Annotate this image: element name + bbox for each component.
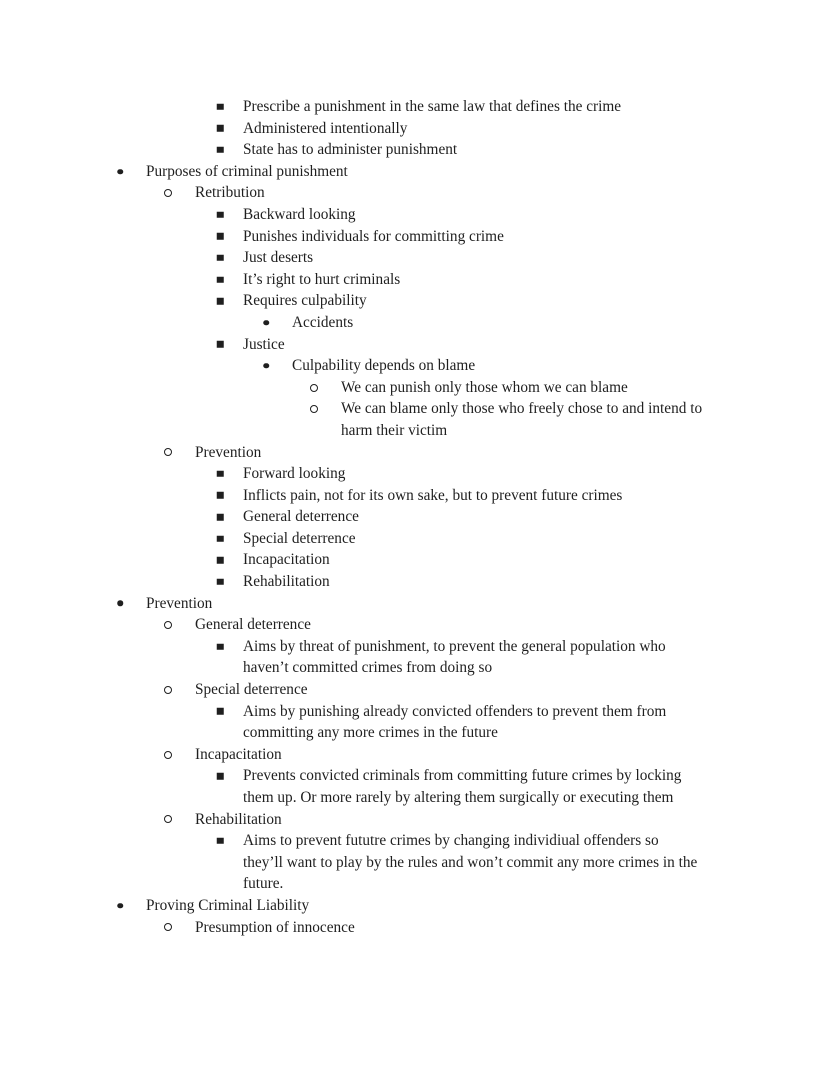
outline-item-text: Incapacitation [195, 745, 282, 763]
square-bullet-icon [213, 269, 227, 291]
disc-bullet-icon [259, 312, 273, 334]
outline-item-text: Retribution [195, 184, 265, 202]
outline-item-text: General deterrence [243, 508, 359, 526]
square-bullet-icon [213, 506, 227, 528]
outline-item [0, 247, 828, 269]
outline-item [0, 506, 828, 528]
circle-bullet-icon [307, 377, 321, 399]
outline-item-text: Incapacitation [243, 551, 330, 569]
outline-item-text: General deterrence [195, 616, 311, 634]
square-bullet-icon [213, 528, 227, 550]
outline-item-text: Special deterrence [195, 681, 308, 699]
square-bullet-icon [213, 96, 227, 118]
outline-item [0, 701, 828, 744]
outline-item [0, 398, 828, 441]
outline-item [0, 549, 828, 571]
square-bullet-icon [213, 204, 227, 226]
outline-item [0, 161, 828, 183]
disc-bullet-icon [113, 593, 127, 615]
square-bullet-icon [213, 701, 227, 723]
outline-item-text: Purposes of criminal punishment [146, 162, 348, 180]
circle-bullet-icon [161, 679, 175, 701]
outline-item [0, 636, 828, 679]
outline-item [0, 269, 828, 291]
outline-item [0, 204, 828, 226]
outline-item-text: Proving Criminal Liability [146, 896, 310, 914]
square-bullet-icon [213, 118, 227, 140]
square-bullet-icon [213, 830, 227, 852]
outline-item [0, 809, 828, 831]
outline-item-text: Aims by punishing already convicted offenders to prevent them from [243, 702, 667, 720]
outline-item-text: Inflicts pain, not for its own sake, but to prevent future crimes [243, 486, 623, 504]
outline-item-text: Forward looking [243, 465, 346, 483]
outline-item [0, 312, 828, 334]
outline-item [0, 571, 828, 593]
square-bullet-icon [213, 765, 227, 787]
outline-item [0, 614, 828, 636]
outline-item [0, 442, 828, 464]
outline-item-text: We can blame only those who freely chose to and intend to [341, 400, 703, 418]
outline-item-text: Aims by threat of punishment, to prevent the general population who [243, 637, 666, 655]
outline-item [0, 355, 828, 377]
outline-item [0, 226, 828, 248]
outline-item [0, 377, 828, 399]
outline-item-text: Accidents [292, 313, 354, 331]
outline-item [0, 96, 828, 118]
square-bullet-icon [213, 290, 227, 312]
outline-item-text: State has to administer punishment [243, 141, 458, 159]
circle-bullet-icon [161, 614, 175, 636]
outline-item-text: Prevention [195, 443, 262, 461]
square-bullet-icon [213, 226, 227, 248]
circle-bullet-icon [161, 182, 175, 204]
outline-item [0, 528, 828, 550]
outline-item-text: Aims to prevent fututre crimes by changing individiual offenders so [243, 832, 659, 850]
outline-item-text: haven’t committed crimes from doing so [243, 659, 493, 677]
square-bullet-icon [213, 571, 227, 593]
circle-bullet-icon [161, 809, 175, 831]
square-bullet-icon [213, 636, 227, 658]
outline-item [0, 895, 828, 917]
outline-item-text: harm their victim [341, 421, 448, 439]
document-page [0, 96, 828, 938]
outline-item [0, 290, 828, 312]
outline-item-text: committing any more crimes in the future [243, 724, 498, 742]
outline-item [0, 593, 828, 615]
outline-item-text: Administered intentionally [243, 119, 408, 137]
outline-item-text: they’ll want to play by the rules and won’t commit any more crimes in the [243, 853, 698, 871]
outline-item [0, 463, 828, 485]
outline-item-text: future. [243, 875, 284, 893]
outline-item-text: Rehabilitation [243, 573, 330, 591]
outline-item-text: Culpability depends on blame [292, 357, 476, 375]
outline-item-text: Special deterrence [243, 529, 356, 547]
outline-item-text: Prevention [146, 594, 213, 612]
disc-bullet-icon [259, 355, 273, 377]
outline-item-text: Punishes individuals for committing crime [243, 227, 504, 245]
circle-bullet-icon [161, 442, 175, 464]
circle-bullet-icon [307, 398, 321, 420]
outline-item-text: We can punish only those whom we can blame [341, 378, 628, 396]
outline-item-text: Justice [243, 335, 285, 353]
outline-item-text: them up. Or more rarely by altering them surgically or executing them [243, 789, 674, 806]
square-bullet-icon [213, 463, 227, 485]
outline-item [0, 744, 828, 766]
outline-item [0, 765, 828, 808]
square-bullet-icon [213, 139, 227, 161]
outline-item [0, 830, 828, 895]
square-bullet-icon [213, 485, 227, 507]
outline-item [0, 139, 828, 161]
outline-item [0, 334, 828, 356]
square-bullet-icon [213, 549, 227, 571]
disc-bullet-icon [113, 161, 127, 183]
outline-item [0, 182, 828, 204]
outline-item-text: Presumption of innocence [195, 918, 355, 936]
circle-bullet-icon [161, 744, 175, 766]
disc-bullet-icon [113, 895, 127, 917]
square-bullet-icon [213, 247, 227, 269]
outline-item-text: Backward looking [243, 205, 356, 223]
outline-item-text: Just deserts [243, 249, 314, 267]
outline-item [0, 679, 828, 701]
outline-item [0, 917, 828, 939]
outline-item-text: Prevents convicted criminals from committing future crimes by locking [243, 767, 682, 785]
outline-item-text: Rehabilitation [195, 810, 282, 828]
square-bullet-icon [213, 334, 227, 356]
outline-item-text: It’s right to hurt criminals [243, 270, 401, 288]
outline-item-text: Requires culpability [243, 292, 367, 310]
outline-item [0, 485, 828, 507]
outline-item-text: Prescribe a punishment in the same law that defines the crime [243, 98, 622, 115]
outline-item [0, 118, 828, 140]
circle-bullet-icon [161, 917, 175, 939]
